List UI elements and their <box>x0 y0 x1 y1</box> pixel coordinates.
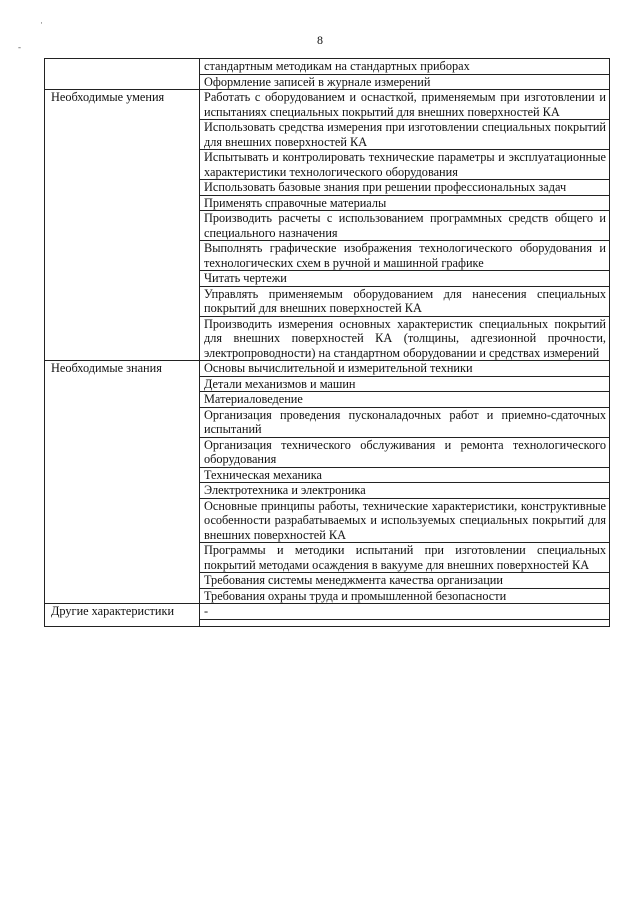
requirement-item: Программы и методики испытаний при изготовлении специальных покрытий методами осаждения в вакууме для внешних поверхностей КА <box>200 543 610 573</box>
requirement-item: Материаловедение <box>200 392 610 408</box>
requirement-item: Испытывать и контролировать технические параметры и эксплуатационные характеристики технологического оборудования <box>200 150 610 180</box>
page-number: 8 <box>317 33 323 47</box>
requirement-item: Электротехника и электроника <box>200 483 610 499</box>
requirement-item: Управлять применяемым оборудованием для нанесения специальных покрытий для внешних поверхностей КА <box>200 286 610 316</box>
requirement-item: Выполнять графические изображения технологического оборудования и технологических схем в ручной и машинной графике <box>200 241 610 271</box>
requirement-item: Организация проведения пусконаладочных работ и приемно-сдаточных испытаний <box>200 407 610 437</box>
requirement-item: Использовать базовые знания при решении профессиональных задач <box>200 180 610 196</box>
scan-mark: - <box>18 42 21 52</box>
requirement-item: стандартным методикам на стандартных приборах <box>200 59 610 75</box>
requirement-item: Организация технического обслуживания и ремонта технологического оборудования <box>200 437 610 467</box>
requirement-item: Детали механизмов и машин <box>200 376 610 392</box>
scan-mark: · <box>40 18 43 28</box>
requirement-item: Основные принципы работы, технические характеристики, конструктивные особенности разрабатываемых и используемых специальных покрытий для внешних поверхностей КА <box>200 498 610 543</box>
requirement-item: Читать чертежи <box>200 271 610 287</box>
requirement-item: Требования системы менеджмента качества организации <box>200 573 610 589</box>
requirement-item: Техническая механика <box>200 467 610 483</box>
requirement-item: Использовать средства измерения при изготовлении специальных покрытий для внешних поверхностей КА <box>200 120 610 150</box>
requirement-item: Применять справочные материалы <box>200 195 610 211</box>
requirement-item: - <box>200 604 610 620</box>
requirement-item: Требования охраны труда и промышленной безопасности <box>200 588 610 604</box>
table-row <box>45 90 610 120</box>
category-cell: Необходимые умения <box>45 90 200 361</box>
table-row <box>45 59 610 75</box>
requirement-item: Производить расчеты с использованием программных средств общего и специального назначения <box>200 211 610 241</box>
category-cell: Другие характеристики <box>45 604 200 627</box>
empty-cell <box>200 619 610 626</box>
requirements-table <box>44 58 610 627</box>
table-row <box>45 604 610 620</box>
table-row <box>45 361 610 377</box>
requirement-item: Оформление записей в журнале измерений <box>200 74 610 90</box>
category-cell: Необходимые знания <box>45 361 200 604</box>
requirement-item: Основы вычислительной и измерительной техники <box>200 361 610 377</box>
requirement-item: Производить измерения основных характеристик специальных покрытий для внешних поверхностей КА (толщины, адгезионной прочности, электропроводности) на стандартном оборудовании и средствах измерений <box>200 316 610 361</box>
requirement-item: Работать с оборудованием и оснасткой, применяемым при изготовлении и испытаниях специальных покрытий для внешних поверхностей КА <box>200 90 610 120</box>
category-cell <box>45 59 200 90</box>
